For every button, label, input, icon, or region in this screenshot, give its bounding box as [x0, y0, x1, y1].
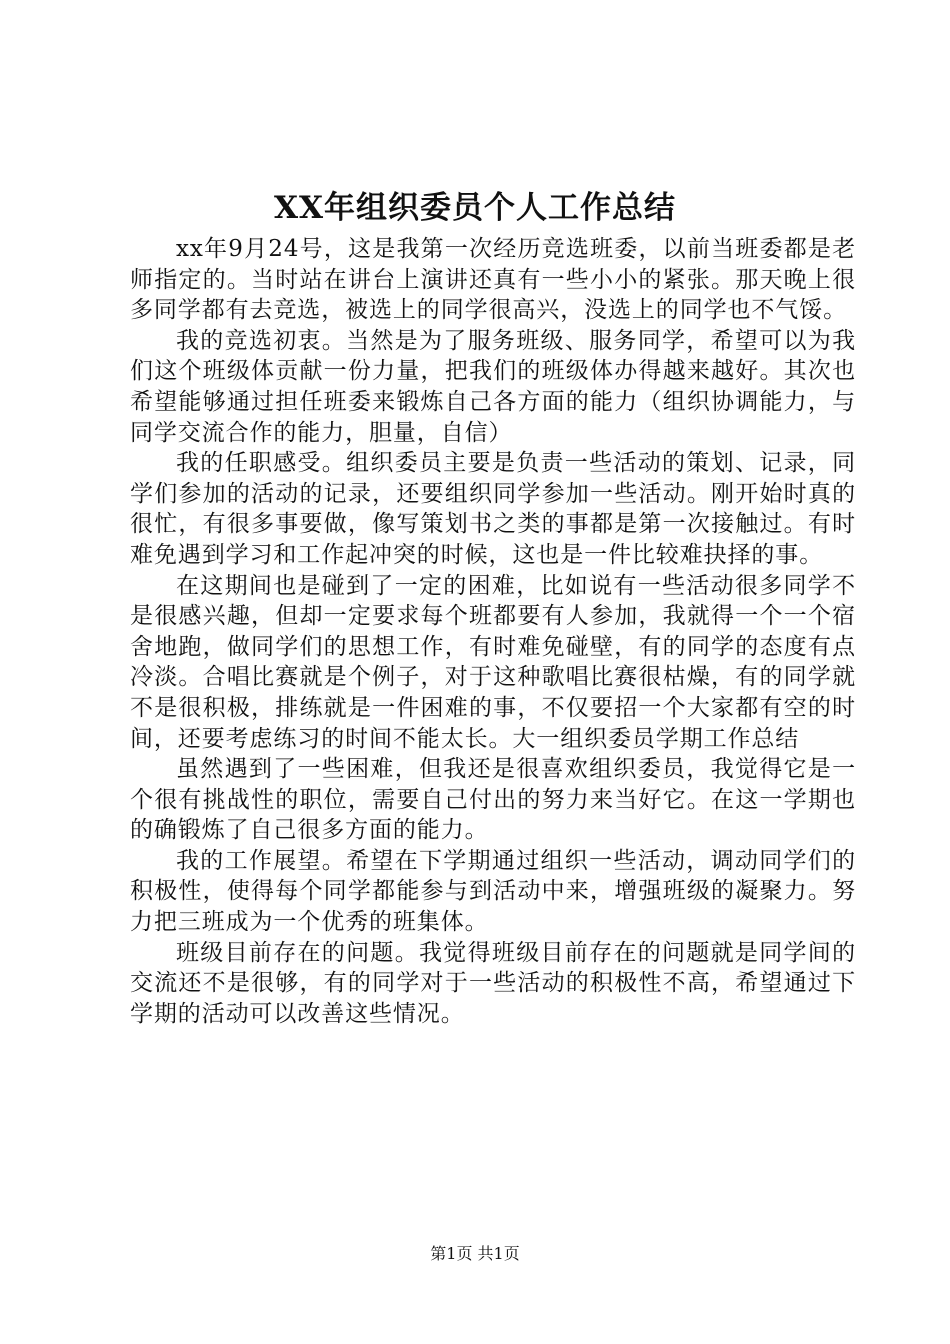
paragraph-7: 班级目前存在的问题。我觉得班级目前存在的问题就是同学间的交流还不是很够，有的同学对于一些活动的积极性不高，希望通过下学期的活动可以改善这些情况。 [130, 939, 856, 1027]
page-footer: 第1页 共1页 [430, 1244, 520, 1263]
paragraph-4: 在这期间也是碰到了一定的困难，比如说有一些活动很多同学不是很感兴趣，但却一定要求每个班都要有人参加，我就得一个一个宿舍地跑，做同学们的思想工作，有时难免碰壁，有的同学的态度有点冷淡。合唱比赛就是个例子，对于这种歌唱比赛很枯燥，有的同学就不是很积极，排练就是一件困难的事，不仅要招一个大家都有空的时间，还要考虑练习的时间不能太长。大一组织委员学期工作总结 [130, 572, 856, 752]
paragraph-5: 虽然遇到了一些困难，但我还是很喜欢组织委员，我觉得它是一个很有挑战性的职位，需要自己付出的努力来当好它。在这一学期也的确锻炼了自己很多方面的能力。 [130, 756, 856, 844]
paragraph-6: 我的工作展望。希望在下学期通过组织一些活动，调动同学们的积极性，使得每个同学都能参与到活动中来，增强班级的凝聚力。努力把三班成为一个优秀的班集体。 [130, 847, 856, 936]
paragraph-2: 我的竞选初衷。当然是为了服务班级、服务同学，希望可以为我们这个班级体贡献一份力量，把我们的班级体办得越来越好。其次也希望能够通过担任班委来锻炼自己各方面的能力（组织协调能力，与同学交流合作的能力，胆量，自信） [130, 327, 856, 446]
document-body [130, 234, 856, 1029]
document-title: XX年组织委员个人工作总结 [273, 190, 677, 226]
paragraph-3: 我的任职感受。组织委员主要是负责一些活动的策划、记录，同学们参加的活动的记录，还要组织同学参加一些活动。刚开始时真的很忙，有很多事要做，像写策划书之类的事都是第一次接触过。有时难免遇到学习和工作起冲突的时候，这也是一件比较难抉择的事。 [130, 450, 856, 568]
paragraph-1: xx年9月24号，这是我第一次经历竞选班委，以前当班委都是老师指定的。当时站在讲台上演讲还真有一些小小的紧张。那天晚上很多同学都有去竞选，被选上的同学很高兴，没选上的同学也不气馁。 [130, 236, 856, 324]
